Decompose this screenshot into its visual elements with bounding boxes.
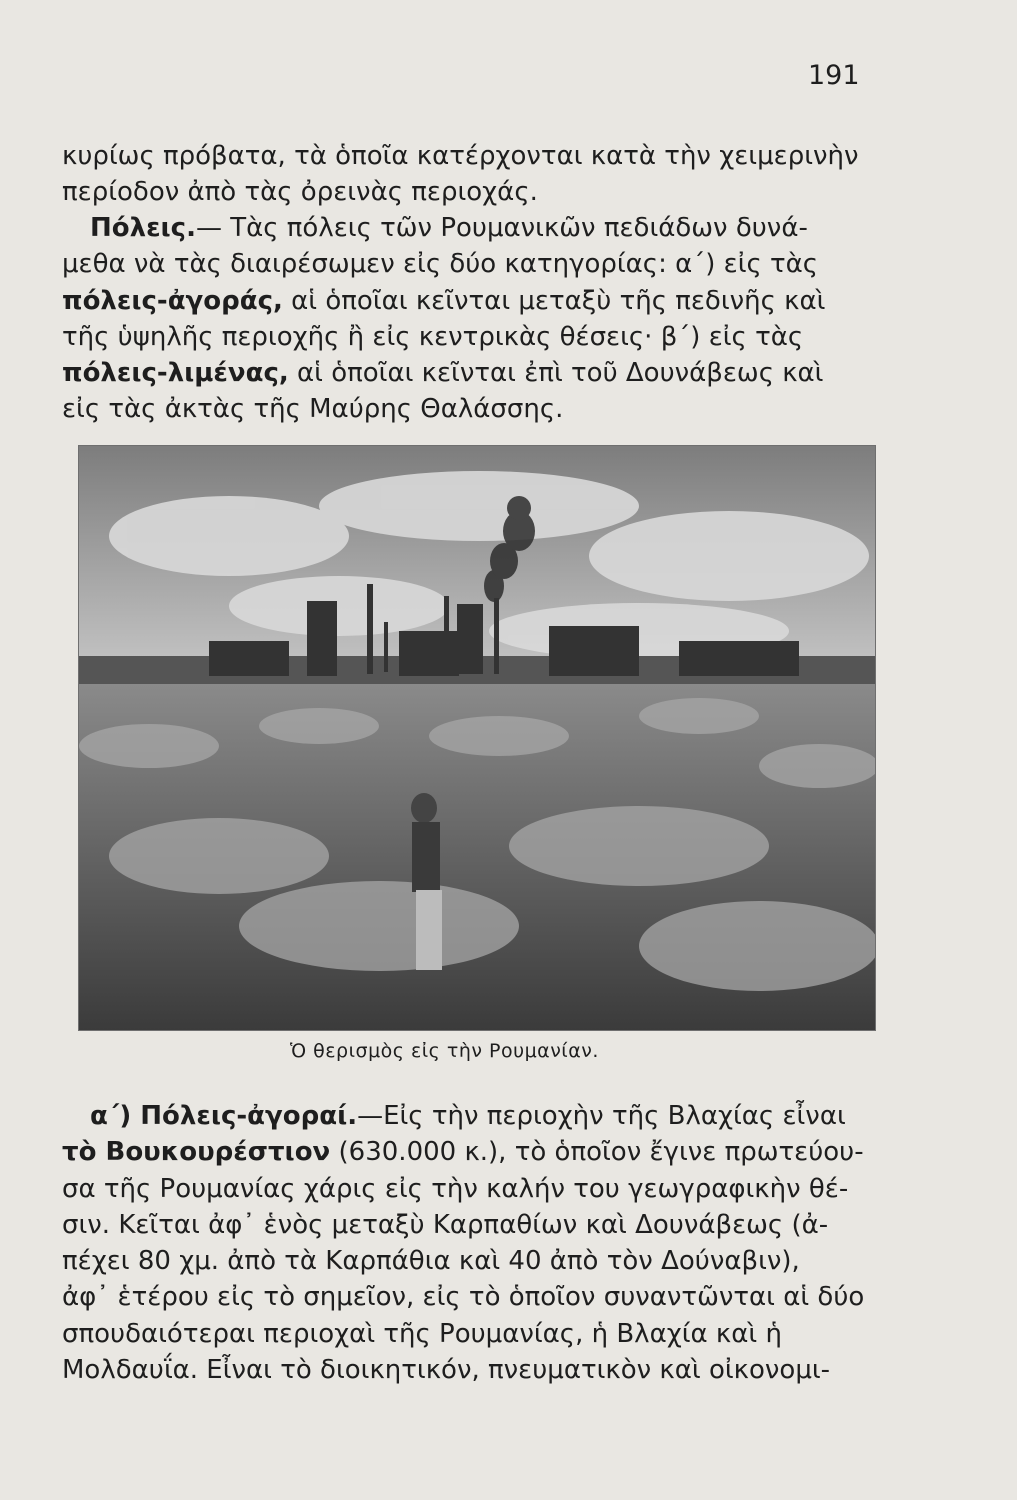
text-line: εἰς τὰς ἀκτὰς τῆς Μαύρης Θαλάσσης. bbox=[62, 394, 564, 425]
section-heading-market-cities: α΄) Πόλεις-ἀγοραί. bbox=[90, 1101, 358, 1131]
text-line: σπουδαιότεραι περιοχαὶ τῆς Ρουμανίας, ἡ Βλαχία καὶ ἡ bbox=[62, 1318, 782, 1349]
term-port-cities: πόλεις-λιμένας, bbox=[62, 358, 289, 389]
paragraph-market-cities bbox=[62, 1098, 890, 1388]
text-line: Μολδαυΐα. Εἶναι τὸ διοικητικόν, πνευματικὸν καὶ οἰκονομι- bbox=[62, 1355, 831, 1386]
text-line: πόλεις-ἀγοράς, αἱ ὁποῖαι κεῖνται μεταξὺ τῆς πεδινῆς καὶ bbox=[62, 285, 826, 316]
paragraph-cities bbox=[62, 210, 890, 428]
text-line: περίοδον ἀπὸ τὰς ὀρεινὰς περιοχάς. bbox=[62, 177, 538, 208]
text-line: α΄) Πόλεις-ἀγοραί.—Εἰς τὴν περιοχὴν τῆς Βλαχίας εἶναι bbox=[90, 1101, 846, 1131]
page-number: 191 bbox=[808, 60, 860, 91]
term-bucharest: τὸ Βουκουρέστιον bbox=[62, 1137, 331, 1168]
photo-caption: Ὁ θερισμὸς εἰς τὴν Ρουμανίαν. bbox=[290, 1040, 599, 1062]
text-line: μεθα νὰ τὰς διαιρέσωμεν εἰς δύο κατηγορίας: α΄) εἰς τὰς bbox=[62, 249, 819, 280]
harvest-photograph bbox=[78, 445, 876, 1031]
text-line: σα τῆς Ρουμανίας χάρις εἰς τὴν καλήν του γεωγραφικὴν θέ- bbox=[62, 1173, 849, 1204]
term-market-cities: πόλεις-ἀγοράς, bbox=[62, 285, 283, 316]
text-line: ἀφ᾽ ἑτέρου εἰς τὸ σημεῖον, εἰς τὸ ὁποῖον συναντῶνται αἱ δύο bbox=[62, 1282, 865, 1313]
section-heading-cities: Πόλεις. bbox=[90, 213, 196, 243]
text-line: Πόλεις.— Τὰς πόλεις τῶν Ρουμανικῶν πεδιάδων δυνά- bbox=[90, 213, 808, 243]
paragraph-sheep bbox=[62, 138, 890, 211]
text-line: κυρίως πρόβατα, τὰ ὁποῖα κατέρχονται κατὰ τὴν χειμερινὴν bbox=[62, 141, 859, 171]
text-line: πόλεις-λιμένας, αἱ ὁποῖαι κεῖνται ἐπὶ τοῦ Δουνάβεως καὶ bbox=[62, 358, 824, 389]
text-line: πέχει 80 χμ. ἀπὸ τὰ Καρπάθια καὶ 40 ἀπὸ τὸν Δούναβιν), bbox=[62, 1246, 800, 1277]
harvest-scene-illustration bbox=[79, 446, 875, 1030]
text-line: σιν. Κεῖται ἀφ᾽ ἑνὸς μεταξὺ Καρπαθίων καὶ Δουνάβεως (ἀ- bbox=[62, 1209, 829, 1240]
text-line: τὸ Βουκουρέστιον (630.000 κ.), τὸ ὁποῖον ἔγινε πρωτεύου- bbox=[62, 1137, 864, 1168]
text-line: τῆς ὑψηλῆς περιοχῆς ἢ εἰς κεντρικὰς θέσεις· β΄) εἰς τὰς bbox=[62, 321, 804, 352]
